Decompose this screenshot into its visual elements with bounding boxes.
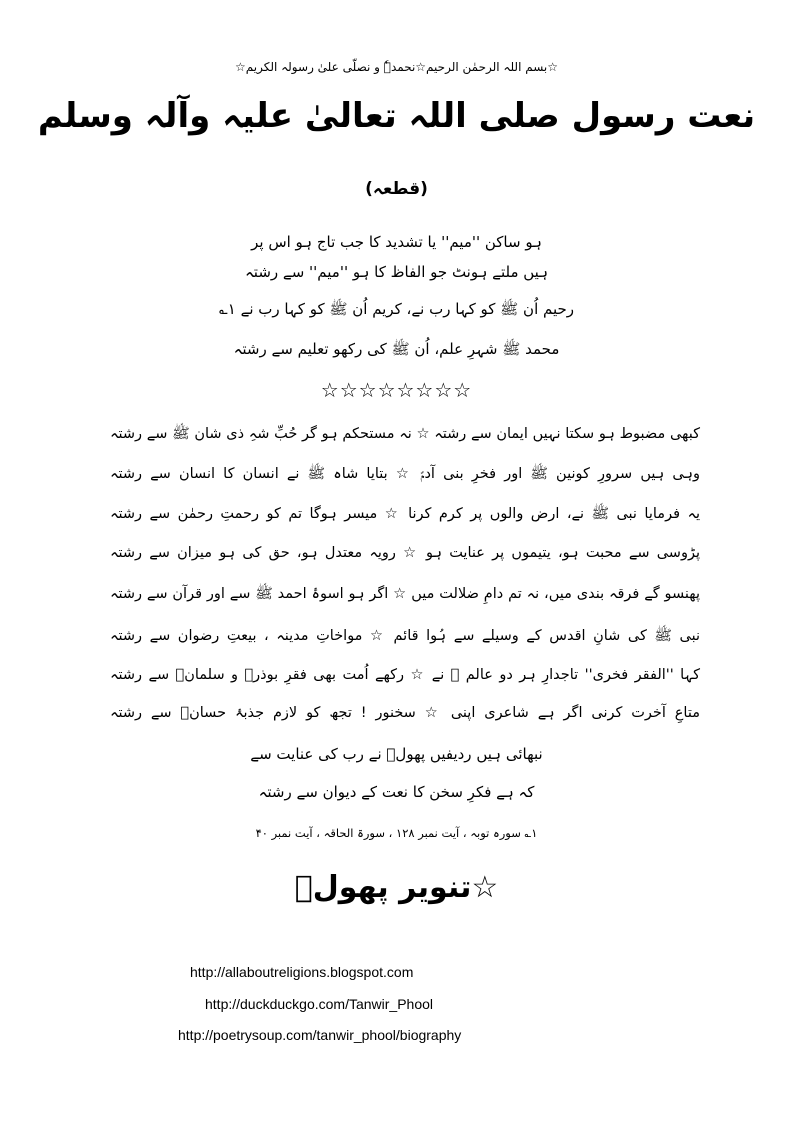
star-separator: ☆☆☆☆☆☆☆☆ xyxy=(320,378,473,402)
nazm-verse-8: متاعِ آخرت کرنی اگر ہے شاعری اپنی ☆ سخنور ! تجھ کو لازم جذبۂ حسانؓ سے رشتہ xyxy=(110,705,700,721)
closing-verse-2: کہ ہے فکرِ سخن کا نعت کے دیوان سے رشتہ xyxy=(258,783,535,801)
blog-link[interactable]: http://allaboutreligions.blogspot.com xyxy=(190,964,414,980)
qita-heading: (قطعہ) xyxy=(365,179,428,199)
poetrysoup-link[interactable]: http://poetrysoup.com/tanwir_phool/biography xyxy=(178,1027,462,1043)
nazm-verse-1: کبھی مضبوط ہو سکتا نہیں ایمان سے رشتہ ☆ نہ مستحکم ہو گر حُبِّ شہِ ذی شان ﷺ سے رشتہ xyxy=(110,426,700,442)
poet-signature: ☆تنویر پھولؔ xyxy=(294,870,499,905)
qita-verse-3: رحیم اُن ﷺ کو کہا رب نے، کریم اُن ﷺ کو کہا رب نے ۱؎ xyxy=(218,300,575,318)
nazm-verse-5: پھنسو گے فرقہ بندی میں، نہ تم دامِ ضلالت میں ☆ اگر ہو اسوۂ احمد ﷺ سے اور قرآن سے رشتہ xyxy=(110,586,700,602)
page-title: نعت رسول صلی اللہ تعالیٰ علیہ وآلہ وسلم xyxy=(37,96,756,136)
footnote: ۱؎ سورہ توبہ ، آیت نمبر ۱۲۸ ، سورۃ الحاقہ ، آیت نمبر ۴۰ xyxy=(255,826,538,840)
qita-verse-4: محمد ﷺ شہرِ علم، اُن ﷺ کی رکھو تعلیم سے رشتہ xyxy=(233,340,560,358)
nazm-verse-2: وہی ہیں سرورِ کونین ﷺ اور فخرِ بنی آدمؑ ☆ بتایا شاہ ﷺ نے انسان کا انسان سے رشتہ xyxy=(110,466,700,482)
nazm-verse-4: پڑوسی سے محبت ہو، یتیموں پر عنایت ہو ☆ رویہ معتدل ہو، حق کی ہو میزان سے رشتہ xyxy=(110,545,700,561)
duckduckgo-link[interactable]: http://duckduckgo.com/Tanwir_Phool xyxy=(205,996,434,1012)
nazm-verse-6: نبی ﷺ کی شانِ اقدس کے وسیلے سے ہُوا قائم ☆ مواخاتِ مدینہ ، بیعتِ رضوان سے رشتہ xyxy=(110,628,700,644)
nazm-verse-7: کہا ''الفقر فخری'' تاجدارِ ہر دو عالم ﷺ نے ☆ رکھے اُمت بھی فقرِ بوذرؓ و سلمانؓ سے رشتہ xyxy=(110,667,700,683)
nazm-verse-3: یہ فرمایا نبی ﷺ نے، ارض والوں پر کرم کرنا ☆ میسر ہوگا تم کو رحمتِ رحمٰن سے رشتہ xyxy=(110,506,700,522)
qita-verse-2: ہیں ملتے ہونٹ جو الفاظ کا ہو ''میم'' سے رشتہ xyxy=(245,263,548,281)
bismillah-line: ☆بسم اللہ الرحمٰن الرحیم☆نحمدہٗ و نصلّی علیٰ رسولہ الکریم☆ xyxy=(234,60,559,74)
closing-verse-1: نبھائی ہیں ردیفیں پھولؔ نے رب کی عنایت سے xyxy=(250,745,543,763)
qita-verse-1: ہو ساکن ''میم'' یا تشدید کا جب تاج ہو اس پر xyxy=(251,233,542,251)
